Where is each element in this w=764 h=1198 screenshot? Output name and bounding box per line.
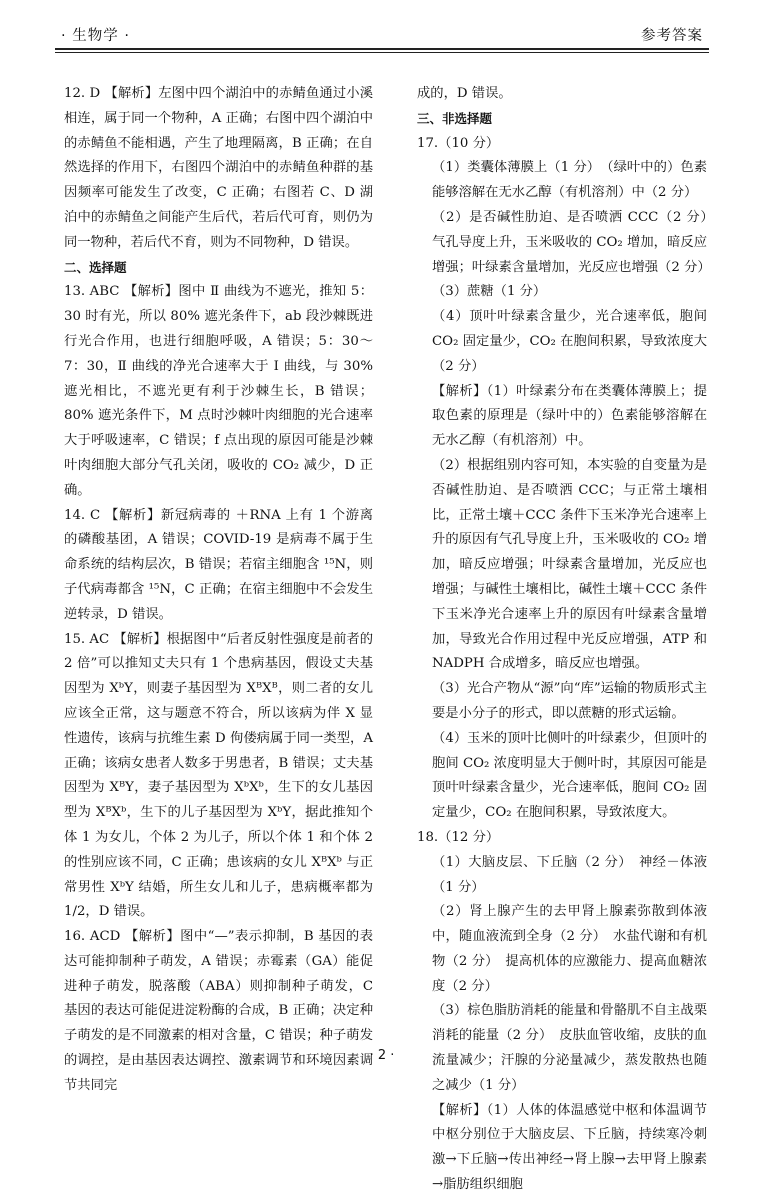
answer-paragraph: （2）是否碱性肋迫、是否喷洒 CCC（2 分） 气孔导度上升，玉米吸收的 CO₂ 增加，暗反应增强；叶绿素含量增加，光反应也增强（2 分） xyxy=(432,209,721,275)
answer-paragraph: （3）棕色脂肪消耗的能量和骨骼肌不自主战栗消耗的能量（2 分） 皮肤血管收缩，皮肤的血流量减少；汗腺的分泌量减少，蒸发散热也随之减少（1 分） xyxy=(432,1003,707,1093)
answer-paragraph: （2）肾上腺产生的去甲肾上腺素弥散到体液中，随血液流到全身（2 分） 水盐代谢和有机物（2 分） 提高机体的应激能力、提高血糖浓度（2 分） xyxy=(432,904,707,994)
answer-paragraph: 13. ABC 【解析】图中 Ⅱ 曲线为不遮光，推知 5：30 时有光，所以 80% 遮光条件下，ab 段沙棘既进行光合作用，也进行细胞呼吸，A 错误；5：30～7：30，Ⅱ 曲线的净光合速率大于 Ⅰ 曲线，与 30% 遮光相比，不遮光更有利于沙棘生长，B 错误；80% 遮光条件下，M 点时沙棘叶肉细胞的光合速率大于呼吸速率，C 错误；f 点出现的原因可能是沙棘叶肉细胞大部分气孔关闭，吸收的 CO₂ 减少，D 正确。 xyxy=(64,284,373,498)
left-column xyxy=(64,82,373,1099)
answer-paragraph: 成的，D 错误。 xyxy=(417,86,512,101)
answer-paragraph: 【解析】（1）人体的体温感觉中枢和体温调节中枢分别位于大脑皮层、下丘脑，持续寒冷刺激→下丘脑→传出神经→肾上腺→去甲肾上腺素→脂肪组织细胞 xyxy=(432,1102,707,1193)
answer-paragraph: （4）玉米的顶叶比侧叶的叶绿素少，但顶叶的胞间 CO₂ 浓度明显大于侧叶时，其原因可能是顶叶叶绿素含量少，光合速率低，胞间 CO₂ 固定量少，CO₂ 在胞间积累，导致浓度大。 xyxy=(432,730,707,821)
answer-paragraph: 14. C 【解析】新冠病毒的 ＋RNA 上有 1 个游离的磷酸基团，A 错误；COVID-19 是病毒不属于生命系统的结构层次，B 错误；若宿主细胞含 ¹⁵N，则子代病毒都含 ¹⁵N，C 正确；在宿主细胞中不会发生逆转录，D 错误。 xyxy=(64,507,373,622)
header-rule-thick xyxy=(55,48,709,50)
page-header xyxy=(55,18,709,48)
answer-paragraph: 15. AC 【解析】根据图中“后者反射性强度是前者的 2 倍”可以推知丈夫只有 1 个患病基因，假设丈夫基因型为 XᵇY，则妻子基因型为 XᴮXᴮ，则二者的女儿应该全正常，这与题意不符合，所以该病为伴 X 显性遗传，该病与抗维生素 D 佝偻病属于同一类型，A 正确；该病女患者人数多于男患者，B 错误；丈夫基因型为 XᴮY，妻子基因型为 XᵇXᵇ，生下的女儿基因型为 XᴮXᵇ，生下的儿子基因型为 XᵇY，据此推知个体 1 为女儿，个体 2 为儿子，所以个体 1 和个体 2 的性别应该不同，C 正确；患该病的女儿 XᴮXᵇ 与正常男性 XᵇY 结婚，所生女儿和儿子，患病概率都为 1/2，D 错误。 xyxy=(64,631,373,920)
section-heading: 二、选择题 xyxy=(64,259,127,275)
answer-paragraph: 18.（12 分） xyxy=(417,829,500,845)
answer-paragraph: （1）类囊体薄膜上（1 分） （绿叶中的）色素能够溶解在无水乙醇（有机溶剂）中（2 分） xyxy=(432,160,707,201)
answer-paragraph: （3）蔗糖（1 分） xyxy=(432,284,547,300)
answer-paragraph: （4）顶叶叶绿素含量少，光合速率低，胞间 CO₂ 固定量少，CO₂ 在胞间积累，导致浓度大（2 分） xyxy=(432,309,707,374)
page-number: · 2 · xyxy=(369,1048,395,1063)
answer-paragraph: （2）根据组别内容可知，本实验的自变量为是否碱性肋迫、是否喷洒 CCC；与正常土壤相比，正常土壤＋CCC 条件下玉米净光合速率上升的原因有气孔导度上升，玉米吸收的 CO₂ 增加，暗反应增强；叶绿素含量增加，光反应也增强；与碱性土壤相比，碱性土壤＋CCC 条件下玉米净光合速率上升的原因有叶绿素含量增加，导致光合作用过程中光反应增强，ATP 和 NADPH 合成增多，暗反应也增强。 xyxy=(432,457,707,672)
right-column xyxy=(417,82,721,1198)
answer-paragraph: 12. D 【解析】左图中四个湖泊中的赤鲭鱼通过小溪相连，属于同一个物种，A 正确；右图中四个湖泊中的赤鲭鱼不能相遇，产生了地理隔离，B 正确；在自然选择的作用下，右图四个湖泊中的赤鲭鱼种群的基因频率可能发生了改变，C 正确；右图若 C、D 湖泊中的赤鲭鱼之间能产生后代，若后代可育，则仍为同一物种，若后代不育，则为不同物种，D 错误。 xyxy=(64,86,373,250)
answer-paragraph: （3）光合产物从“源”向“库”运输的物质形式主要是小分子的形式，即以蔗糖的形式运输。 xyxy=(432,681,707,721)
section-heading: 三、非选择题 xyxy=(417,110,493,126)
answer-paragraph: 16. ACD 【解析】图中“—”表示抑制，B 基因的表达可能抑制种子萌发，A 错误；赤霉素（GA）能促进种子萌发，脱落酸（ABA）则抑制种子萌发，C 基因的表达可能促进淀粉酶的合成，B 正确；决定种子萌发的是不同激素的相对含量，C 错误；种子萌发的调控，是由基因表达调控、激素调节和环境因素调节共同完 xyxy=(64,929,373,1093)
subject-label: · 生物学 · xyxy=(61,28,130,44)
header-rule-thin xyxy=(55,52,709,53)
answer-key-label: 参考答案 xyxy=(641,28,703,44)
answer-paragraph: 17.（10 分） xyxy=(417,135,500,151)
answer-paragraph: （1）大脑皮层、下丘脑（2 分） 神经－体液（1 分） xyxy=(432,854,707,895)
answer-paragraph: 【解析】（1）叶绿素分布在类囊体薄膜上；提取色素的原理是（绿叶中的）色素能够溶解在无水乙醇（有机溶剂）中。 xyxy=(432,383,707,449)
